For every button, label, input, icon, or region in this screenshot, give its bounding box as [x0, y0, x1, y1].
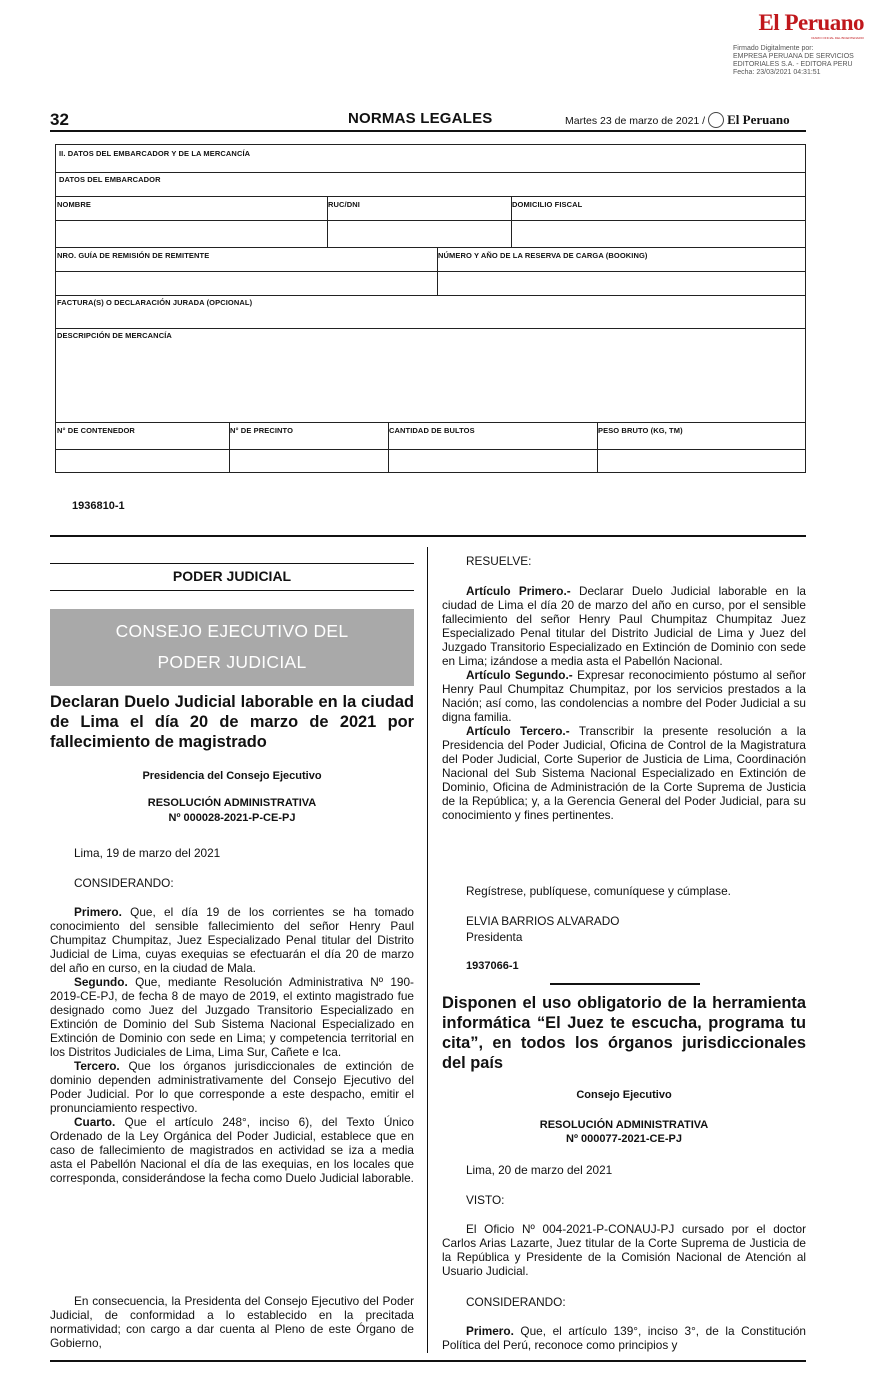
resuelve-heading: RESUELVE:: [466, 554, 532, 568]
packages-label: CANTIDAD DE BULTOS: [389, 426, 475, 435]
address-label: DOMICILIO FISCAL: [512, 200, 583, 209]
digital-signature: [733, 45, 863, 77]
header-date: [565, 112, 790, 129]
form-section-label: II. DATOS DEL EMBARCADOR Y DE LA MERCANCÍA: [59, 149, 251, 158]
articles: [442, 584, 806, 822]
reference-code: 1936810-1: [72, 500, 125, 512]
reference-code: 1937066-1: [466, 960, 519, 972]
separator-rule: [550, 983, 700, 985]
institution-heading: PODER JUDICIAL: [172, 568, 292, 584]
description-label: DESCRIPCIÓN DE MERCANCÍA: [57, 331, 172, 340]
section-title: NORMAS LEGALES: [348, 110, 493, 127]
paragraph: Tercero. Que los órganos jurisdiccionales de extinción de dominio dependen administrativamente del Consejo Ejecutivo del Poder Judicial. Por lo que corresponde a este despacho, emitir el pronunciamiento respectivo.: [50, 1059, 414, 1115]
considerando-heading: CONSIDERANDO:: [74, 876, 174, 890]
issuer: Presidencia del Consejo Ejecutivo: [142, 770, 322, 782]
article-title: Disponen el uso obligatorio de la herramienta informática “El Juez te escucha, programa tu cita”, en todos los órganos jurisdiccionales del país: [442, 994, 806, 1072]
paragraph: Artículo Segundo.- Expresar reconocimiento póstumo al señor Henry Paul Chumpitaz Chumpitaz, por los servicios prestados a la Nación; así como, las condolencias a nombre del Poder Judicial a su digna familia.: [442, 668, 806, 724]
bottom-rule: [50, 1360, 806, 1362]
signer: ELVIA BARRIOS ALVARADO: [466, 914, 620, 928]
name-label: NOMBRE: [57, 200, 91, 209]
coat-of-arms-icon: [708, 112, 724, 128]
article-title: Declaran Duelo Judicial laborable en la ciudad de Lima el día 20 de marzo de 2021 por fallecimiento de magistrado: [50, 693, 414, 751]
paragraph: Cuarto. Que el artículo 248°, inciso 6), del Texto Único Ordenado de la Ley Orgánica del Poder Judicial, establece que en caso de fallecimiento de magistrados en actividad se iza a media asta el Pabellón Nacional el día de las exequias, en los locales que corresponda, considerándose la fecha como Duelo Judicial laborable.: [50, 1115, 414, 1185]
banner-line: PODER JUDICIAL: [157, 652, 307, 672]
signature-line: Firmado Digitalmente por:: [733, 45, 814, 52]
shipper-label: DATOS DEL EMBARCADOR: [59, 175, 161, 184]
considerando-body: [50, 905, 414, 1185]
logo-subtitle: DIARIO OFICIAL DEL BICENTENARIO: [811, 36, 864, 40]
resolution-number: Nº 000077-2021-CE-PJ: [566, 1133, 682, 1145]
column-divider: [427, 547, 428, 1353]
weight-label: PESO BRUTO (KG, TM): [598, 426, 683, 435]
visto-heading: VISTO:: [466, 1193, 505, 1207]
resolution-line: RESOLUCIÓN ADMINISTRATIVA: [147, 797, 317, 809]
banner-line: CONSEJO EJECUTIVO DEL: [115, 621, 349, 641]
form-row: [56, 221, 805, 248]
brand-name: El Peruano: [727, 112, 790, 127]
resolution-number: Nº 000028-2021-P-CE-PJ: [168, 812, 296, 824]
visto-body: El Oficio Nº 004-2021-P-CONAUJ-PJ cursado por el doctor Carlos Arias Lazarte, Juez titular de la Corte Suprema de Justicia de la República y Presidente de la Comisión Nacional de Atención al Usuario Judicial.: [442, 1222, 806, 1278]
rule: [50, 590, 414, 591]
guide-label: NRO. GUÍA DE REMISIÓN DE REMITENTE: [57, 251, 210, 260]
container-label: N° DE CONTENEDOR: [57, 426, 135, 435]
resolution-line: RESOLUCIÓN ADMINISTRATIVA: [539, 1119, 709, 1131]
form-row: [56, 173, 805, 197]
seal-label: N° DE PRECINTO: [230, 426, 294, 435]
form-row: [56, 197, 805, 221]
place-date: Lima, 20 de marzo del 2021: [466, 1163, 613, 1177]
closing: Regístrese, publíquese, comuníquese y cúmplase.: [466, 884, 731, 898]
considerando-heading: CONSIDERANDO:: [466, 1295, 566, 1309]
section-rule: [50, 535, 806, 537]
consejo-banner: [50, 609, 414, 686]
date-text: Martes 23 de marzo de 2021 /: [565, 115, 706, 127]
shipper-form: [55, 144, 806, 473]
page-number: 32: [50, 110, 69, 129]
form-row: [56, 272, 805, 296]
paragraph: Artículo Primero.- Declarar Duelo Judicial laborable en la ciudad de Lima el día 20 de marzo del año en curso, por el sensible fallecimiento del señor Henry Paul Chumpitaz Chumpitaz Juez Especializado Penal titular del Distrito Judicial de Lima y Juez del Juzgado Transitorio Especializado en Extinción de Dominio con sede en Lima; izándose a media asta el Pabellón Nacional.: [442, 584, 806, 668]
ruc-label: RUC/DNI: [328, 200, 360, 209]
invoice-label: FACTURA(S) O DECLARACIÓN JURADA (OPCIONAL): [57, 298, 253, 307]
signature-line: EMPRESA PERUANA DE SERVICIOS: [733, 53, 854, 60]
rule: [50, 563, 414, 564]
paragraph: Artículo Tercero.- Transcribir la presente resolución a la Presidencia del Poder Judicial, Oficina de Control de la Magistratura del Poder Judicial, Corte Superior de Justicia de Lima, Coordinación Nacional del Sub Sistema Nacional Especializado en Extinción de Dominio, Oficina de Administración de la Corte Suprema de Justicia de la República; y, a la Gerencia General del Poder Judicial, para su conocimiento y fines pertinentes.: [442, 724, 806, 822]
header-rule: [50, 130, 806, 132]
signer-role: Presidenta: [466, 930, 523, 944]
paragraph: Segundo. Que, mediante Resolución Administrativa Nº 190-2019-CE-PJ, de fecha 8 de mayo de 2019, el extinto magistrado fue designado como Juez del Juzgado Transitorio Especializado en Extinción de Dominio del Sub Sistema Nacional Especializado en Extinción de Dominio con sede en Lima; y competencia territorial en los Distritos Judiciales de Lima, Lima Sur, Cañete e Ica.: [50, 975, 414, 1059]
paragraph: Primero. Que, el día 19 de los corrientes se ha tomado conocimiento del sensible fallecimiento del señor Henry Paul Chumpitaz Chumpitaz, Juez Especializado Penal titular del Distrito Judicial de Lima, cuyas exequias se efectuarán el día 20 de marzo del año en curso, en la ciudad de Mala.: [50, 905, 414, 975]
signature-line: EDITORIALES S.A. - EDITORA PERU: [733, 61, 853, 68]
consequence-paragraph: En consecuencia, la Presidenta del Consejo Ejecutivo del Poder Judicial, de conformidad a lo establecido en la precitada normatividad; con cargo a dar cuenta al Pleno de este Órgano de Gobierno,: [50, 1294, 414, 1350]
el-peruano-logo: El Peruano: [758, 10, 864, 35]
booking-label: NÚMERO Y AÑO DE LA RESERVA DE CARGA (BOOKING): [438, 251, 648, 260]
signature-line: Fecha: 23/03/2021 04:31:51: [733, 69, 821, 76]
place-date: Lima, 19 de marzo del 2021: [74, 846, 221, 860]
considerando-body: [442, 1324, 806, 1352]
form-row: [56, 329, 805, 423]
issuer: Consejo Ejecutivo: [576, 1089, 672, 1101]
paragraph: Primero. Que, el artículo 139°, inciso 3°, de la Constitución Política del Perú, reconoce como principios y: [442, 1324, 806, 1352]
